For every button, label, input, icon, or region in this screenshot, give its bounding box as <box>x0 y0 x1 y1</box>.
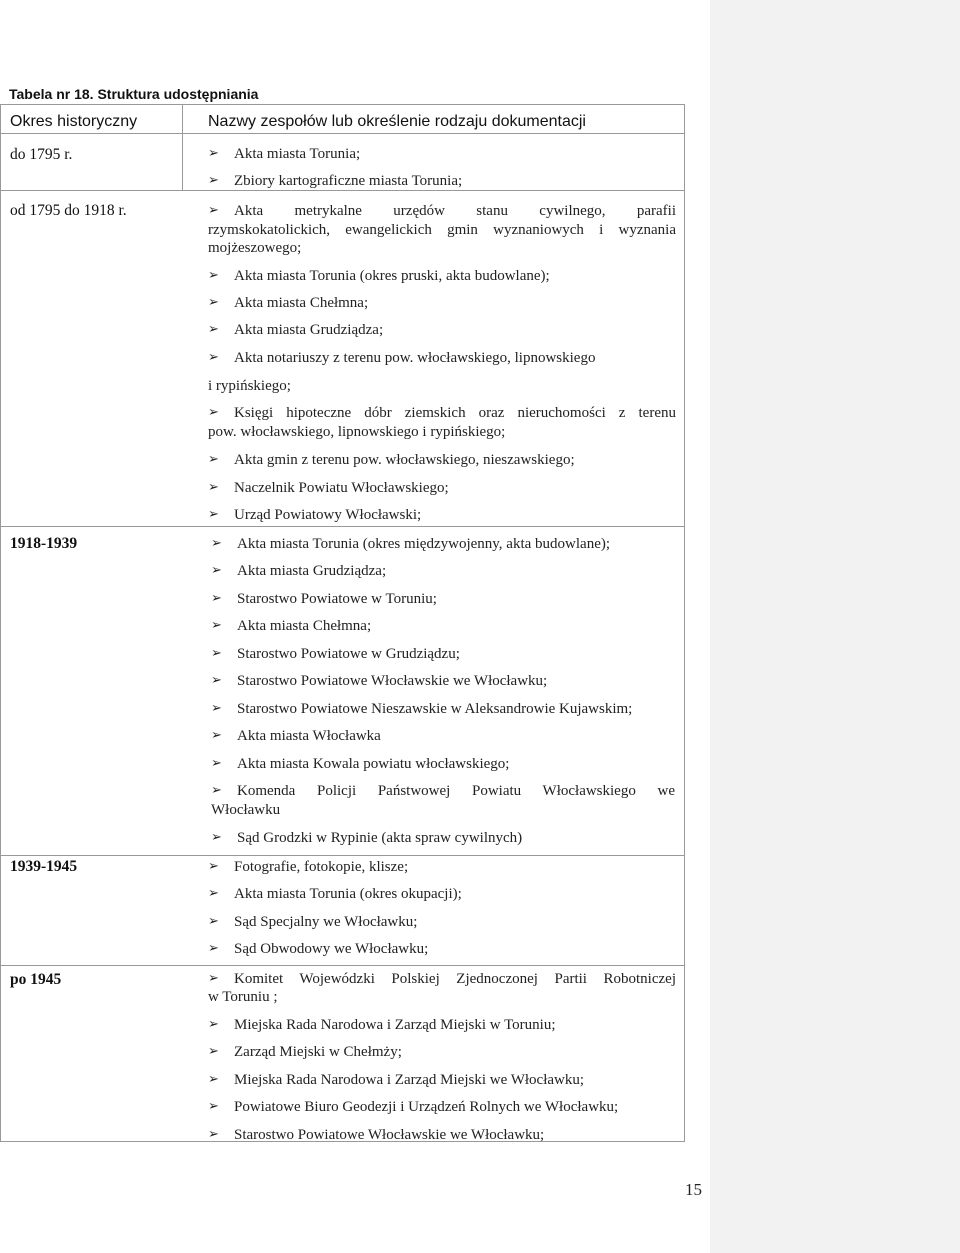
arrow-bullet-icon: ➢ <box>208 322 219 337</box>
list-item: ➢ Starostwo Powiatowe Nieszawskie w Aleksandrowie Kujawskim; <box>211 701 633 717</box>
list-item: ➢ Starostwo Powiatowe Włocławskie we Włocławku; <box>211 673 548 689</box>
arrow-bullet-icon: ➢ <box>211 728 222 743</box>
table-caption: Tabela nr 18. Struktura udostępniania <box>9 86 259 102</box>
list-item-continuation: w Toruniu ; <box>208 989 278 1005</box>
list-item: ➢ Zbiory kartograficzne miasta Torunia; <box>208 173 463 189</box>
list-item: ➢ Akta miasta Włocławka <box>211 728 381 744</box>
list-item: ➢ Miejska Rada Narodowa i Zarząd Miejski w Toruniu; <box>208 1017 556 1033</box>
period-label: 1939-1945 <box>10 858 78 875</box>
list-item: ➢ Akta miasta Torunia (okres okupacji); <box>208 886 462 902</box>
arrow-bullet-icon: ➢ <box>208 859 219 874</box>
list-item-continuation: mojżeszowego; <box>208 240 302 256</box>
list-item: ➢ Akta miasta Grudziądza; <box>208 322 384 338</box>
period-label: do 1795 r. <box>10 146 73 163</box>
arrow-bullet-icon: ➢ <box>211 756 222 771</box>
table-header-row <box>1 105 684 134</box>
list-item: ➢ Akta metrykalne urzędów stanu cywilnego, parafii <box>208 203 676 219</box>
list-item: ➢ Sąd Obwodowy we Włocławku; <box>208 941 429 957</box>
arrow-bullet-icon: ➢ <box>211 673 222 688</box>
list-item: ➢ Starostwo Powiatowe Włocławskie we Włocławku; <box>208 1127 545 1143</box>
period-label: 1918-1939 <box>10 535 78 552</box>
list-item: ➢ Zarząd Miejski w Chełmży; <box>208 1044 402 1060</box>
arrow-bullet-icon: ➢ <box>211 830 222 845</box>
list-item: ➢ Księgi hipoteczne dóbr ziemskich oraz nieruchomości z terenu <box>208 405 676 421</box>
list-item: ➢ Akta miasta Torunia (okres międzywojenny, akta budowlane); <box>211 536 611 552</box>
row-divider <box>1 190 684 191</box>
arrow-bullet-icon: ➢ <box>208 1127 219 1142</box>
period-label: od 1795 do 1918 r. <box>10 202 127 219</box>
arrow-bullet-icon: ➢ <box>208 452 219 467</box>
row-divider <box>1 965 684 966</box>
list-item-continuation: Włocławku <box>211 802 281 818</box>
list-item: ➢ Akta notariuszy z terenu pow. włocławskiego, lipnowskiego <box>208 350 596 366</box>
list-item: ➢ Akta miasta Chełmna; <box>208 295 369 311</box>
arrow-bullet-icon: ➢ <box>208 405 219 420</box>
page-number: 15 <box>685 1180 702 1199</box>
list-item: ➢ Fotografie, fotokopie, klisze; <box>208 859 409 875</box>
list-item: ➢ Akta miasta Chełmna; <box>211 618 372 634</box>
list-item-continuation: rzymskokatolickich, ewangelickich gmin wyznaniowych i wyznania <box>208 222 676 238</box>
arrow-bullet-icon: ➢ <box>208 350 219 365</box>
row-divider <box>1 526 684 527</box>
arrow-bullet-icon: ➢ <box>208 1017 219 1032</box>
list-item: ➢ Starostwo Powiatowe w Grudziądzu; <box>211 646 460 662</box>
arrow-bullet-icon: ➢ <box>208 886 219 901</box>
list-item-continuation: i rypińskiego; <box>208 378 291 394</box>
list-item: ➢ Komitet Wojewódzki Polskiej Zjednoczonej Partii Robotniczej <box>208 971 676 987</box>
arrow-bullet-icon: ➢ <box>208 507 219 522</box>
arrow-bullet-icon: ➢ <box>211 783 222 798</box>
archive-table <box>0 104 685 1142</box>
arrow-bullet-icon: ➢ <box>208 268 219 283</box>
arrow-bullet-icon: ➢ <box>211 646 222 661</box>
list-item: ➢ Sąd Grodzki w Rypinie (akta spraw cywilnych) <box>211 830 523 846</box>
list-item: ➢ Sąd Specjalny we Włocławku; <box>208 914 418 930</box>
arrow-bullet-icon: ➢ <box>208 914 219 929</box>
arrow-bullet-icon: ➢ <box>208 146 219 161</box>
side-panel <box>710 0 960 1253</box>
list-item: ➢ Akta miasta Kowala powiatu włocławskiego; <box>211 756 510 772</box>
arrow-bullet-icon: ➢ <box>208 1099 219 1114</box>
list-item: ➢ Urząd Powiatowy Włocławski; <box>208 507 422 523</box>
period-label: po 1945 <box>10 971 62 988</box>
row-divider <box>1 855 684 856</box>
list-item: ➢ Powiatowe Biuro Geodezji i Urządzeń Rolnych we Włocławku; <box>208 1099 619 1115</box>
arrow-bullet-icon: ➢ <box>208 971 219 986</box>
arrow-bullet-icon: ➢ <box>208 295 219 310</box>
arrow-bullet-icon: ➢ <box>208 1044 219 1059</box>
list-item: ➢ Akta miasta Torunia; <box>208 146 361 162</box>
arrow-bullet-icon: ➢ <box>211 563 222 578</box>
list-item: ➢ Komenda Policji Państwowej Powiatu Włocławskiego we <box>211 783 675 799</box>
arrow-bullet-icon: ➢ <box>211 701 222 716</box>
list-item: ➢ Akta miasta Torunia (okres pruski, akta budowlane); <box>208 268 550 284</box>
list-item: ➢ Naczelnik Powiatu Włocławskiego; <box>208 480 449 496</box>
list-item: ➢ Akta gmin z terenu pow. włocławskiego, nieszawskiego; <box>208 452 575 468</box>
list-item-continuation: pow. włocławskiego, lipnowskiego i rypińskiego; <box>208 424 506 440</box>
arrow-bullet-icon: ➢ <box>208 203 219 218</box>
arrow-bullet-icon: ➢ <box>208 173 219 188</box>
list-item: ➢ Akta miasta Grudziądza; <box>211 563 387 579</box>
arrow-bullet-icon: ➢ <box>211 618 222 633</box>
header-period: Okres historyczny <box>10 113 138 130</box>
list-item: ➢ Starostwo Powiatowe w Toruniu; <box>211 591 437 607</box>
arrow-bullet-icon: ➢ <box>208 1072 219 1087</box>
arrow-bullet-icon: ➢ <box>211 536 222 551</box>
header-documentation: Nazwy zespołów lub określenie rodzaju dokumentacji <box>208 113 586 130</box>
arrow-bullet-icon: ➢ <box>208 480 219 495</box>
list-item: ➢ Miejska Rada Narodowa i Zarząd Miejski we Włocławku; <box>208 1072 585 1088</box>
column-divider <box>182 105 183 191</box>
arrow-bullet-icon: ➢ <box>211 591 222 606</box>
arrow-bullet-icon: ➢ <box>208 941 219 956</box>
